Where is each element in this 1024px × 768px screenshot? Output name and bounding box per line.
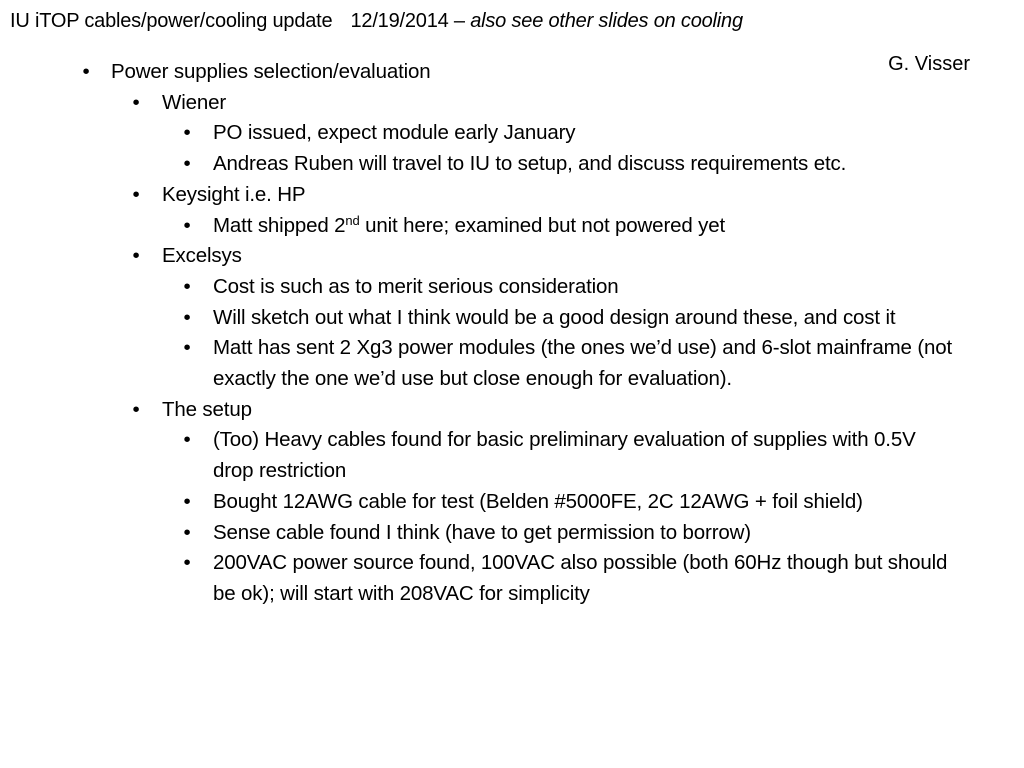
bullet-text: The setup <box>162 397 252 421</box>
bullet-item <box>0 548 1000 609</box>
bullet-icon: • <box>132 397 140 421</box>
bullet-text: Cost is such as to merit serious consideration <box>213 274 619 298</box>
bullet-icon: • <box>132 90 140 114</box>
bullet-item <box>0 333 1000 394</box>
bullet-the-setup <box>0 395 1000 426</box>
author-name: G. Visser <box>888 53 970 75</box>
bullet-icon: • <box>183 213 191 237</box>
bullet-text: Wiener <box>162 90 227 114</box>
bullet-icon: • <box>132 182 140 206</box>
bullet-text: 200VAC power source found, 100VAC also possible (both 60Hz though but should be ok); will start with 208VAC for simplicity <box>213 551 948 605</box>
bullet-text: Matt has sent 2 Xg3 power modules (the ones we’d use) and 6-slot mainframe (not exactly the one we’d use but close enough for evaluation). <box>213 336 953 391</box>
bullet-text: Andreas Ruben will travel to IU to setup, and discuss requirements etc. <box>213 152 847 176</box>
bullet-text: Excelsys <box>162 244 242 268</box>
bullet-text: Keysight i.e. HP <box>162 182 306 206</box>
bullet-icon: • <box>183 305 191 329</box>
bullet-icon: • <box>183 551 191 575</box>
bullet-icon: • <box>183 121 191 145</box>
bullet-keysight <box>0 180 1000 211</box>
bullet-item <box>0 149 1000 180</box>
title-dash: – <box>448 10 471 32</box>
bullet-item <box>0 518 1000 549</box>
bullet-icon: • <box>183 489 191 513</box>
bullet-icon: • <box>183 274 191 298</box>
bullet-outline <box>0 57 1000 610</box>
title-text: IU iTOP cables/power/cooling update <box>10 10 333 32</box>
bullet-excelsys <box>0 241 1000 272</box>
bullet-item <box>0 118 1000 149</box>
bullet-icon: • <box>183 428 191 452</box>
bullet-item <box>0 272 1000 303</box>
bullet-text: Bought 12AWG cable for test (Belden #5000FE, 2C 12AWG + foil shield) <box>213 489 863 513</box>
bullet-icon: • <box>132 244 140 268</box>
bullet-text: Sense cable found I think (have to get permission to borrow) <box>213 520 751 544</box>
bullet-text: Will sketch out what I think would be a good design around these, and cost it <box>213 305 896 329</box>
bullet-item <box>0 487 1000 518</box>
bullet-text: PO issued, expect module early January <box>213 121 576 145</box>
bullet-wiener <box>0 88 1000 119</box>
bullet-item <box>0 425 1000 486</box>
bullet-item <box>0 303 1000 334</box>
bullet-icon: • <box>183 152 191 176</box>
bullet-item <box>0 211 1000 242</box>
bullet-text <box>213 211 953 242</box>
bullet-text: (Too) Heavy cables found for basic preliminary evaluation of supplies with 0.5V drop restriction <box>213 428 916 483</box>
bullet-text: Power supplies selection/evaluation <box>111 60 431 83</box>
title-date: 12/19/2014 <box>350 10 449 32</box>
ordinal-superscript: nd <box>345 212 360 228</box>
bullet-icon: • <box>82 60 90 83</box>
text-part: Matt shipped 2 <box>213 213 346 237</box>
slide-title <box>10 9 743 33</box>
bullet-power-supplies <box>0 57 1000 88</box>
bullet-icon: • <box>183 520 191 544</box>
bullet-icon: • <box>183 336 191 360</box>
title-note: also see other slides on cooling <box>470 10 743 32</box>
text-part: unit here; examined but not powered yet <box>359 213 726 237</box>
